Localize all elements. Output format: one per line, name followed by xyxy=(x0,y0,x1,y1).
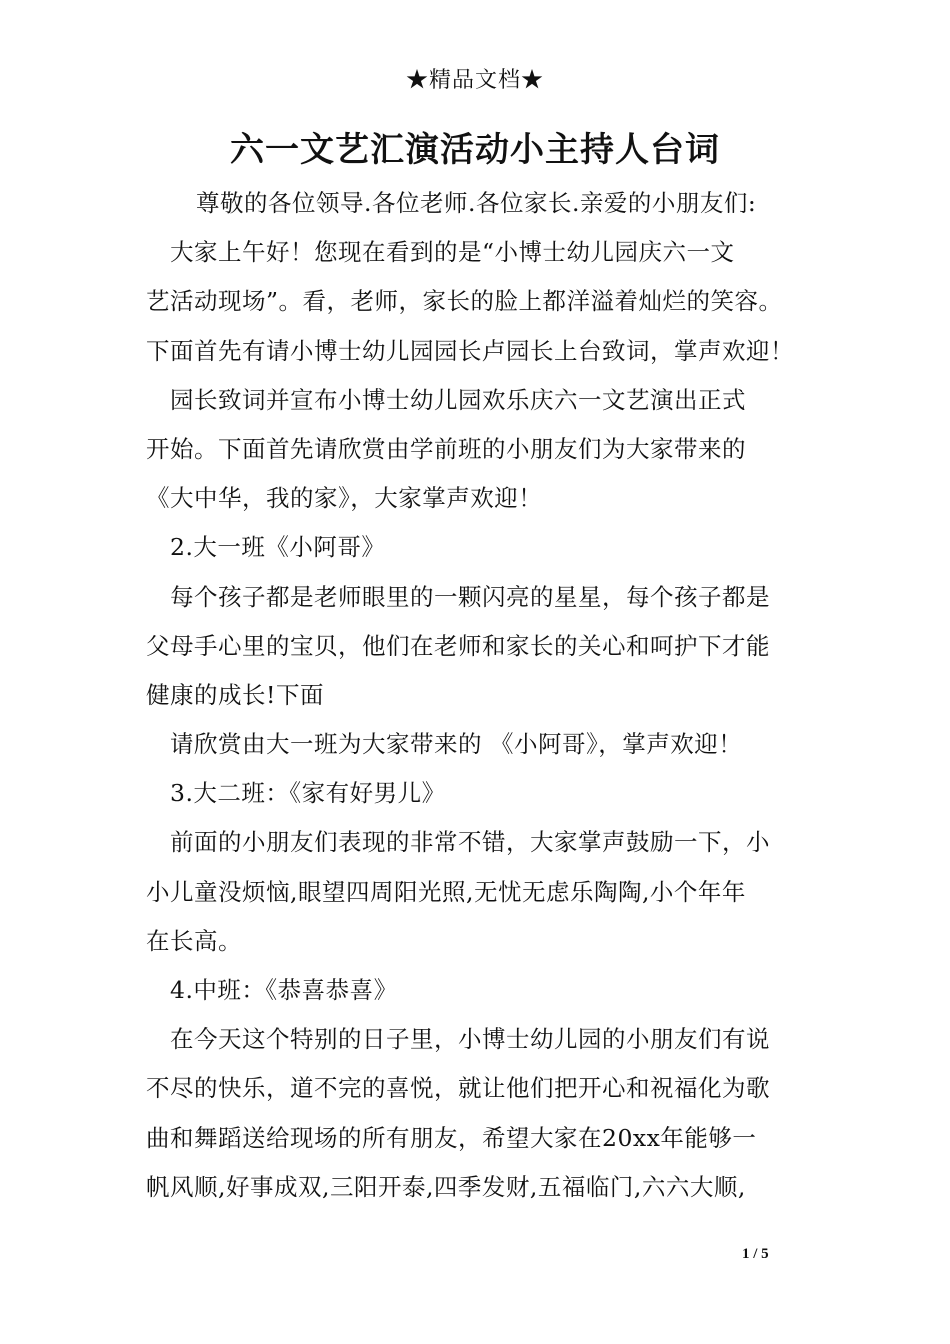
section-heading: 3.大二班：《家有好男儿》 xyxy=(170,779,446,808)
body-line: 父母手心里的宝贝，他们在老师和家长的关心和呵护下才能 xyxy=(146,631,770,660)
body-line: 下面首先有请小博士幼儿园园长卢园长上台致词，掌声欢迎！ xyxy=(146,336,794,365)
body-line: 尊敬的各位领导.各位老师.各位家长.亲爱的小朋友们: xyxy=(196,189,757,217)
body-line: 在今天这个特别的日子里，小博士幼儿园的小朋友们有说 xyxy=(170,1025,770,1054)
body-line: 艺活动现场”。看，老师，家长的脸上都洋溢着灿烂的笑容。 xyxy=(146,287,783,316)
body-line: 大家上午好！您现在看到的是“小博士幼儿园庆六一文 xyxy=(170,238,735,267)
body-line: 小儿童没烦恼,眼望四周阳光照,无忧无虑乐陶陶,小个年年 xyxy=(146,877,746,906)
document-header-mark: ★精品文档★ xyxy=(405,68,544,93)
body-line: 不尽的快乐，道不完的喜悦，就让他们把开心和祝福化为歌 xyxy=(146,1074,770,1103)
section-heading: 2.大一班《小阿哥》 xyxy=(170,533,386,562)
page-number: 1 / 5 xyxy=(742,1246,769,1262)
section-heading: 4.中班：《恭喜恭喜》 xyxy=(170,976,398,1004)
body-line: 开始。下面首先请欣赏由学前班的小朋友们为大家带来的 xyxy=(146,434,746,463)
body-line: 园长致词并宣布小博士幼儿园欢乐庆六一文艺演出正式 xyxy=(170,385,746,414)
body-line: 在长高。 xyxy=(146,926,242,955)
body-line: 前面的小朋友们表现的非常不错，大家掌声鼓励一下，小 xyxy=(170,828,770,857)
body-line: 请欣赏由大一班为大家带来的 《小阿哥》，掌声欢迎！ xyxy=(170,730,743,759)
body-line: 每个孩子都是老师眼里的一颗闪亮的星星，每个孩子都是 xyxy=(170,582,770,611)
body-line: 帆风顺,好事成双,三阳开泰,四季发财,五福临门,六六大顺, xyxy=(146,1172,746,1201)
body-line: 曲和舞蹈送给现场的所有朋友，希望大家在20xx年能够一 xyxy=(146,1123,757,1152)
document-title: 六一文艺汇演活动小主持人台词 xyxy=(230,130,720,170)
body-line: 《大中华，我的家》，大家掌声欢迎！ xyxy=(146,484,543,513)
document-body xyxy=(146,179,836,1212)
body-line: 健康的成长!下面 xyxy=(146,680,324,709)
